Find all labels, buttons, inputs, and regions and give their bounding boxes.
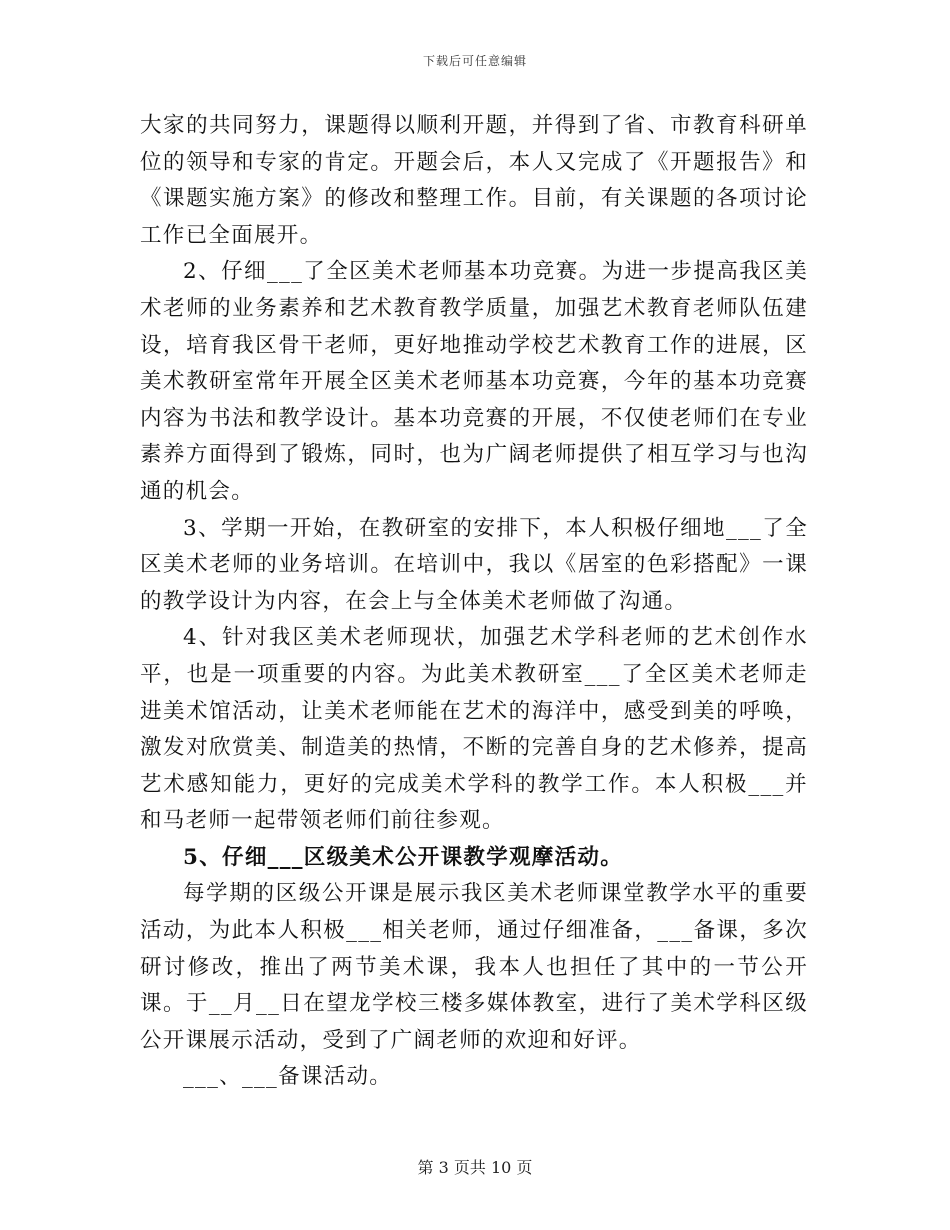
document-body — [140, 108, 808, 1096]
paragraph-continuation: 大家的共同努力，课题得以顺利开题，并得到了省、市教育科研单位的领导和专家的肯定。开题会后，本人又完成了《开题报告》和《课题实施方案》的修改和整理工作。目前，有关课题的各项讨论工作已全面展开。 — [140, 113, 808, 248]
paragraph-item-3: 3、学期一开始，在教研室的安排下，本人积极仔细地___了全区美术老师的业务培训。在培训中，我以《居室的色彩搭配》一课的教学设计为内容，在会上与全体美术老师做了沟通。 — [140, 515, 808, 614]
page-number-footer: 第 3 页共 10 页 — [417, 1158, 533, 1177]
paragraph-next-item: ___、___备课活动。 — [183, 1064, 393, 1090]
paragraph-item-5-body: 每学期的区级公开课是展示我区美术老师课堂教学水平的重要活动，为此本人积极___相关老师，通过仔细准备，___备课，多次研讨修改，推出了两节美术课，我本人也担任了其中的一节公开课。于__月__日在望龙学校三楼多媒体教室，进行了美术学科区级公开课展示活动，受到了广阔老师的欢迎和好评。 — [140, 881, 808, 1053]
section-heading-item-5: 5、仔细___区级美术公开课教学观摩活动。 — [183, 844, 624, 870]
paragraph-item-4: 4、针对我区美术老师现状，加强艺术学科老师的艺术创作水平，也是一项重要的内容。为此美术教研室___了全区美术老师走进美术馆活动，让美术老师能在艺术的海洋中，感受到美的呼唤，激发对欣赏美、制造美的热情，不断的完善自身的艺术修养，提高艺术感知能力，更好的完成美术学科的教学工作。本人积极___并和马老师一起带领老师们前往参观。 — [140, 625, 808, 834]
page-header-note: 下载后可任意编辑 — [422, 54, 527, 68]
paragraph-item-2: 2、仔细___了全区美术老师基本功竞赛。为进一步提高我区美术老师的业务素养和艺术教育教学质量，加强艺术教育老师队伍建设，培育我区骨干老师，更好地推动学校艺术教育工作的进展，区美术教研室常年开展全区美术老师基本功竞赛，今年的基本功竞赛内容为书法和教学设计。基本功竞赛的开展，不仅使老师们在专业素养方面得到了锻炼，同时，也为广阔老师提供了相互学习与也沟通的机会。 — [140, 259, 808, 504]
